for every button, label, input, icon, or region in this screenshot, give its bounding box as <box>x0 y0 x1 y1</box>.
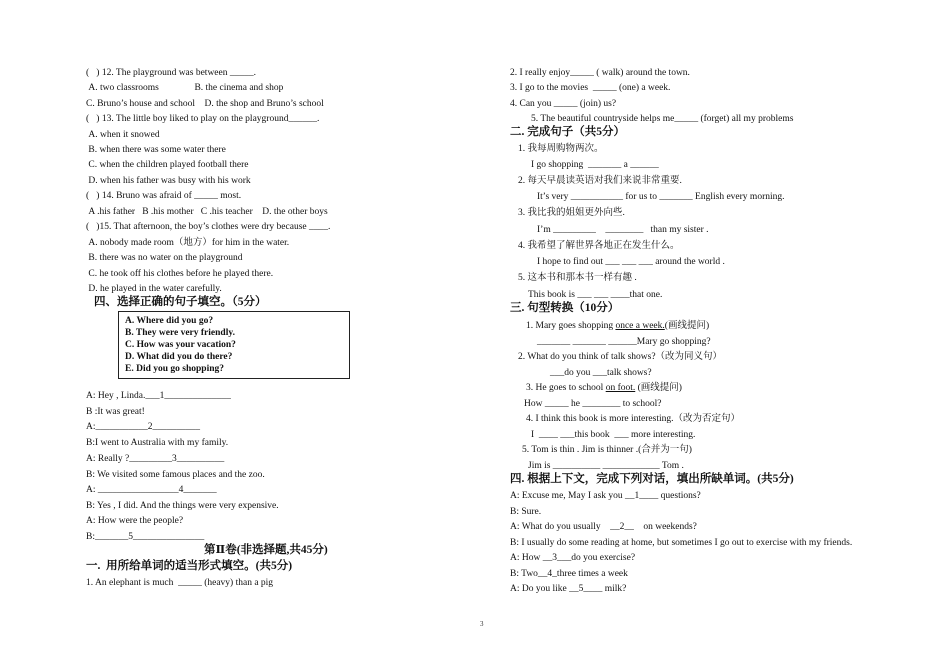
transform-1-underlined: once a week. <box>615 321 665 331</box>
complete-1-en: I go shopping _______ a ______ <box>531 160 659 170</box>
q13-option-d: D. when his father was busy with his work <box>86 176 251 186</box>
q15-stem: ( )15. That afternoon, the boy’s clothes were dry because ____. <box>86 222 331 232</box>
transform-3 <box>526 382 682 394</box>
q12-options-ab: A. two classrooms B. the cinema and shop <box>86 83 284 93</box>
dialogue-2-line-4: B: I usually do some reading at home, but sometimes I go out to exercise with my friends. <box>510 538 853 548</box>
transform-5-answer: Jim is __________ ____________ Tom . <box>528 461 684 471</box>
transform-1-instruction: (画线提问) <box>664 321 710 331</box>
q14-options: A .his father B .his mother C .his teacher D. the other boys <box>86 207 328 217</box>
complete-5-en: This book is ___ ___ ____that one. <box>528 290 663 300</box>
q15-option-d: D. he played in the water carefully. <box>86 284 222 294</box>
q15-option-c: C. he took off his clothes before he played there. <box>86 269 274 279</box>
complete-4-cn: 4. 我希望了解世界各地正在发生什么。 <box>518 241 680 251</box>
complete-5-cn: 5. 这本书和那本书一样有趣 . <box>518 273 637 283</box>
transform-1 <box>526 320 709 332</box>
complete-3-cn: 3. 我比我的姐姐更外向些. <box>518 208 625 218</box>
dialogue-line-1: A: Hey , Linda.___1______________ <box>86 391 231 401</box>
sentence-option-e: E. Did you go shopping? <box>125 364 224 374</box>
dialogue-line-8: B: Yes , I did. And the things were very expensive. <box>86 501 279 511</box>
section-4-title: 四、选择正确的句子填空。（5分） <box>94 296 267 308</box>
section-3-title: 三. 句型转换（10分） <box>510 302 620 314</box>
dialogue-2-line-2: B: Sure. <box>510 507 542 517</box>
sentence-option-d: D. What did you do there? <box>125 352 233 362</box>
q13-option-a: A. when it snowed <box>86 130 160 140</box>
dialogue-2-line-5: A: How __3___do you exercise? <box>510 553 636 563</box>
sentence-option-a: A. Where did you go? <box>125 316 214 326</box>
transform-2-answer: ___do you ___talk shows? <box>550 368 652 378</box>
page-number: 3 <box>480 620 484 628</box>
dialogue-2-line-7: A: Do you like __5____ milk? <box>510 584 627 594</box>
transform-2: 2. What do you think of talk shows?（改为同义句） <box>518 352 723 362</box>
sentence-options-box <box>118 311 350 379</box>
transform-5: 5. Tom is thin . Jim is thinner .(合并为一句) <box>522 445 692 455</box>
part-2-title: 第Ⅱ卷(非选择题,共45分) <box>204 544 328 556</box>
transform-4-answer: I ____ ___this book ___ more interesting. <box>531 430 696 440</box>
dialogue-line-2: B :It was great! <box>86 407 145 417</box>
dialogue-line-3: A:___________2__________ <box>86 422 200 432</box>
dialogue-2-line-1: A: Excuse me, May I ask you __1____ questions? <box>510 491 701 501</box>
section-2-title: 二. 完成句子（共5分） <box>510 126 625 138</box>
dialogue-line-10: B:_______5_______________ <box>86 532 205 542</box>
word-form-4: 4. Can you _____ (join) us? <box>510 99 617 109</box>
transform-1-answer: _______ _______ ______Mary go shopping? <box>537 337 711 347</box>
dialogue-line-9: A: How were the people? <box>86 516 184 526</box>
word-form-1: 1. An elephant is much _____ (heavy) than a pig <box>86 578 274 588</box>
word-form-2: 2. I really enjoy_____ ( walk) around the town. <box>510 68 690 78</box>
complete-1-cn: 1. 我每周购物两次。 <box>518 144 604 154</box>
q13-option-b: B. when there was some water there <box>86 145 226 155</box>
section-4-dialogue-title: 四. 根据上下文，完成下列对话，填出所缺单词。(共5分) <box>510 473 794 485</box>
transform-1-text: 1. Mary goes shopping <box>526 321 616 331</box>
section-1-title: 一. 用所给单词的适当形式填空。(共5分) <box>86 560 293 572</box>
q13-option-c: C. when the children played football there <box>86 160 249 170</box>
word-form-3: 3. I go to the movies _____ (one) a week. <box>510 83 671 93</box>
sentence-option-c: C. How was your vacation? <box>125 340 236 350</box>
transform-3-answer: How _____ he ________ to school? <box>524 399 662 409</box>
transform-3-instruction: (画线提问) <box>635 383 682 393</box>
transform-3-underlined: on foot. <box>605 383 636 393</box>
word-form-5: 5. The beautiful countryside helps me_____ (forget) all my problems <box>531 114 794 124</box>
dialogue-line-5: A: Really ?_________3__________ <box>86 454 225 464</box>
dialogue-2-line-6: B: Two__4_three times a week <box>510 569 628 579</box>
dialogue-2-line-3: A: What do you usually __2__ on weekends? <box>510 522 697 532</box>
complete-2-cn: 2. 每天早晨读英语对我们来说非常重要. <box>518 176 682 186</box>
dialogue-line-7: A: _________________4_______ <box>86 485 217 495</box>
q14-stem: ( ) 14. Bruno was afraid of _____ most. <box>86 191 242 201</box>
complete-2-en: It’s very ___________ for us to _______ English every morning. <box>537 192 785 202</box>
dialogue-line-4: B:I went to Australia with my family. <box>86 438 229 448</box>
q15-option-b: B. there was no water on the playground <box>86 253 243 263</box>
complete-3-en: I’m _________ ________ than my sister . <box>537 225 709 235</box>
transform-3-text: 3. He goes to school <box>526 383 606 393</box>
q12-options-cd: C. Bruno’s house and school D. the shop and Bruno’s school <box>86 99 324 109</box>
complete-4-en: I hope to find out ___ ___ ___ around the world . <box>537 257 725 267</box>
q15-option-a: A. nobody made room（地方）for him in the water. <box>86 238 290 248</box>
sentence-option-b: B. They were very friendly. <box>125 328 235 338</box>
dialogue-line-6: B: We visited some famous places and the zoo. <box>86 470 265 480</box>
q13-stem: ( ) 13. The little boy liked to play on the playground______. <box>86 114 320 124</box>
q12-stem: ( ) 12. The playground was between _____. <box>86 68 256 78</box>
transform-4: 4. I think this book is more interesting.（改为否定句） <box>526 414 741 424</box>
